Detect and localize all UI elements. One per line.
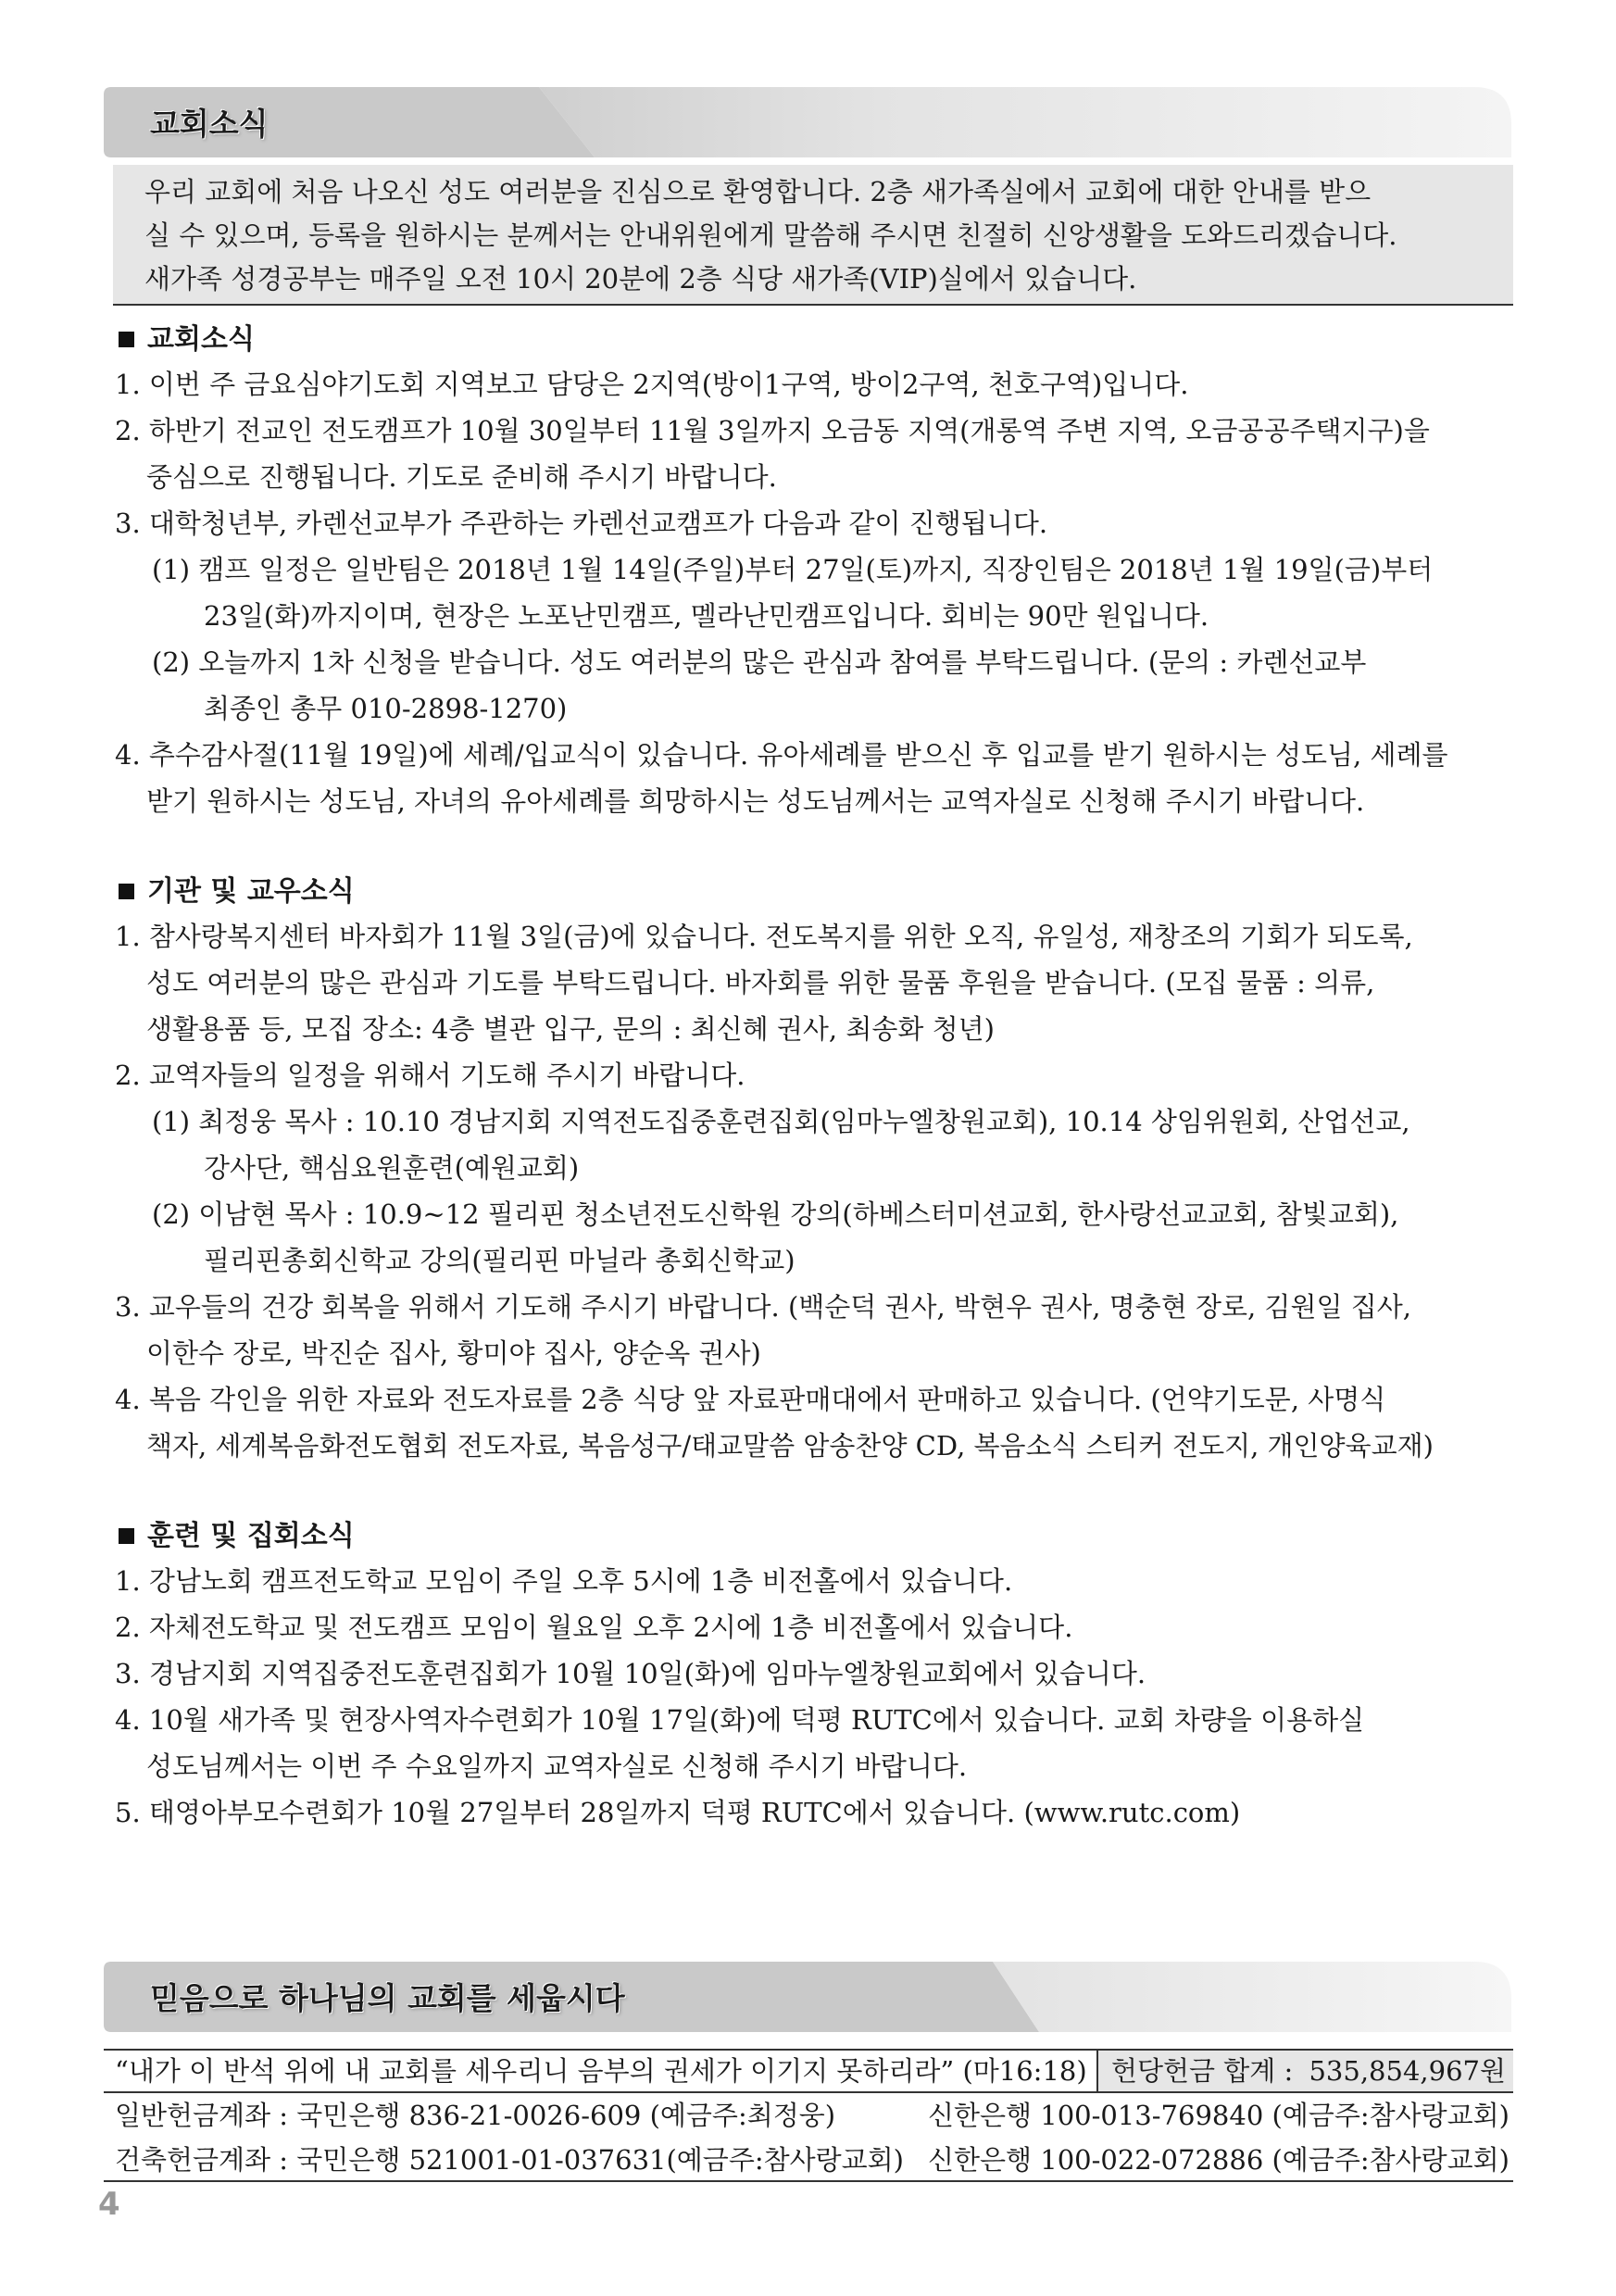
news-item: 1. 이번 주 금요심야기도회 지역보고 담당은 2지역(방이1구역, 방이2구역, 천호구역)입니다. (115, 369, 1189, 400)
section-heading-church-news (115, 319, 1518, 361)
news-item-continued: 중심으로 진행됩니다. 기도로 준비해 주시기 바랍니다. (146, 461, 777, 493)
section-heading-label: 기관 및 교우소식 (147, 875, 355, 908)
offering-total (1096, 2051, 1513, 2091)
news-item: 2. 교역자들의 일정을 위해서 기도해 주시기 바랍니다. (115, 1060, 745, 1091)
news-subitem-continued: 최종인 총무 010-2898-1270) (204, 693, 568, 724)
offering-total-label: 헌당헌금 합계 : (1111, 2055, 1294, 2087)
section-heading-label: 훈련 및 집회소식 (147, 1520, 355, 1552)
news-item: 3. 대학청년부, 카렌선교부가 주관하는 카렌선교캠프가 다음과 같이 진행됩니다. (115, 508, 1048, 539)
news-subitem-continued: 강사단, 핵심요원훈련(예원교회) (204, 1152, 580, 1184)
news-item: 4. 추수감사절(11월 19일)에 세례/입교식이 있습니다. 유아세례를 받으신 후 입교를 받기 원하시는 성도님, 세례를 (115, 739, 1448, 771)
section-banner-church-news (104, 87, 1511, 157)
general-account-shinhan: 신한은행 100-013-769840 (예금주:참사랑교회) (927, 2100, 1510, 2131)
news-item: 3. 교우들의 건강 회복을 위해서 기도해 주시기 바랍니다. (백순덕 권사, 박현우 권사, 명충현 장로, 김원일 집사, (115, 1291, 1411, 1323)
news-subitem-continued: 23일(화)까지이며, 현장은 노포난민캠프, 멜라난민캠프입니다. 회비는 90만 원입니다. (204, 600, 1209, 632)
news-item: 1. 강남노회 캠프전도학교 모임이 주일 오후 5시에 1층 비전홀에서 있습니다. (115, 1565, 1013, 1597)
section-banner-build-church (104, 1962, 1511, 2032)
banner-title: 믿음으로 하나님의 교회를 세웁시다 (150, 1980, 625, 2016)
section-heading-training-news (115, 1515, 1518, 1558)
news-item-continued: 이한수 장로, 박진순 집사, 황미야 집사, 양순옥 권사) (146, 1337, 761, 1369)
square-bullet-icon (119, 332, 134, 347)
news-item-continued: 생활용품 등, 모집 장소: 4층 별관 입구, 문의 : 최신혜 권사, 최송화 청년) (146, 1013, 995, 1045)
news-item-continued: 책자, 세계복음화전도협회 전도자료, 복음성구/태교말씀 암송찬양 CD, 복음소식 스티커 전도지, 개인양육교재) (146, 1430, 1434, 1462)
news-subitem: (1) 최정웅 목사 : 10.10 경남지회 지역전도집중훈련집회(임마누엘창원교회), 10.14 상임위원회, 산업선교, (152, 1106, 1410, 1137)
news-subitem: (2) 이남현 목사 : 10.9~12 필리핀 청소년전도신학원 강의(하베스터미션교회, 한사랑선교교회, 참빛교회), (152, 1198, 1399, 1230)
welcome-notice (113, 165, 1513, 306)
welcome-line: 실 수 있으며, 등록을 원하시는 분께서는 안내위원에게 말씀해 주시면 친절히 신앙생활을 도와드리겠습니다. (144, 220, 1397, 251)
news-subitem: (2) 오늘까지 1차 신청을 받습니다. 성도 여러분의 많은 관심과 참여를 부탁드립니다. (문의 : 카렌선교부 (152, 646, 1367, 678)
news-item: 4. 복음 각인을 위한 자료와 전도자료를 2층 식당 앞 자료판매대에서 판매하고 있습니다. (언약기도문, 사명식 (115, 1384, 1386, 1415)
news-item-continued: 성도 여러분의 많은 관심과 기도를 부탁드립니다. 바자회를 위한 물품 후원을 받습니다. (모집 물품 : 의류, (146, 967, 1375, 998)
building-account-kookmin: 건축헌금계좌 : 국민은행 521001-01-037631(예금주:참사랑교회) (115, 2144, 904, 2176)
news-item: 3. 경남지회 지역집중전도훈련집회가 10월 10일(화)에 임마누엘창원교회에서 있습니다. (115, 1658, 1146, 1689)
page-number: 4 (98, 2186, 120, 2223)
scripture-verse: “내가 이 반석 위에 내 교회를 세우리니 음부의 권세가 이기지 못하리라” (마16:18) (104, 2051, 1096, 2091)
building-offering-accounts (104, 2138, 1513, 2182)
general-account-kookmin: 일반헌금계좌 : 국민은행 836-21-0026-609 (예금주:최정웅) (115, 2100, 836, 2131)
general-offering-accounts (104, 2093, 1513, 2138)
news-subitem: (1) 캠프 일정은 일반팀은 2018년 1월 14일(주일)부터 27일(토)까지, 직장인팀은 2018년 1월 19일(금)부터 (152, 554, 1434, 585)
square-bullet-icon (119, 1528, 134, 1544)
banner-shape (104, 87, 1511, 157)
news-item: 2. 자체전도학교 및 전도캠프 모임이 월요일 오후 2시에 1층 비전홀에서 있습니다. (115, 1612, 1073, 1643)
section-heading-label: 교회소식 (147, 323, 255, 356)
welcome-line: 우리 교회에 처음 나오신 성도 여러분을 진심으로 환영합니다. 2층 새가족실에서 교회에 대한 안내를 받으 (144, 176, 1372, 207)
news-item: 4. 10월 새가족 및 현장사역자수련회가 10월 17일(화)에 덕평 RUTC에서 있습니다. 교회 차량을 이용하실 (115, 1704, 1365, 1736)
banner-title: 교회소식 (150, 106, 269, 142)
verse-and-total-row (104, 2049, 1513, 2093)
news-item: 1. 참사랑복지센터 바자회가 11월 3일(금)에 있습니다. 전도복지를 위한 오직, 유일성, 재창조의 기회가 되도록, (115, 921, 1413, 952)
news-content (115, 319, 1518, 1836)
square-bullet-icon (119, 884, 134, 899)
news-item-continued: 성도님께서는 이번 주 수요일까지 교역자실로 신청해 주시기 바랍니다. (146, 1750, 968, 1782)
news-item: 2. 하반기 전교인 전도캠프가 10월 30일부터 11월 3일까지 오금동 지역(개롱역 주변 지역, 오금공공주택지구)을 (115, 415, 1430, 446)
offering-total-value: 535,854,967원 (1309, 2055, 1506, 2087)
news-item-continued: 받기 원하시는 성도님, 자녀의 유아세례를 희망하시는 성도님께서는 교역자실로 신청해 주시기 바랍니다. (146, 785, 1365, 817)
news-item: 5. 태영아부모수련회가 10월 27일부터 28일까지 덕평 RUTC에서 있습니다. (www.rutc.com) (115, 1797, 1241, 1828)
news-subitem-continued: 필리핀총회신학교 강의(필리핀 마닐라 총회신학교) (204, 1245, 795, 1276)
section-heading-member-news (115, 871, 1518, 913)
welcome-line: 새가족 성경공부는 매주일 오전 10시 20분에 2층 식당 새가족(VIP)실에서 있습니다. (144, 263, 1137, 295)
building-account-shinhan: 신한은행 100-022-072886 (예금주:참사랑교회) (927, 2144, 1510, 2176)
